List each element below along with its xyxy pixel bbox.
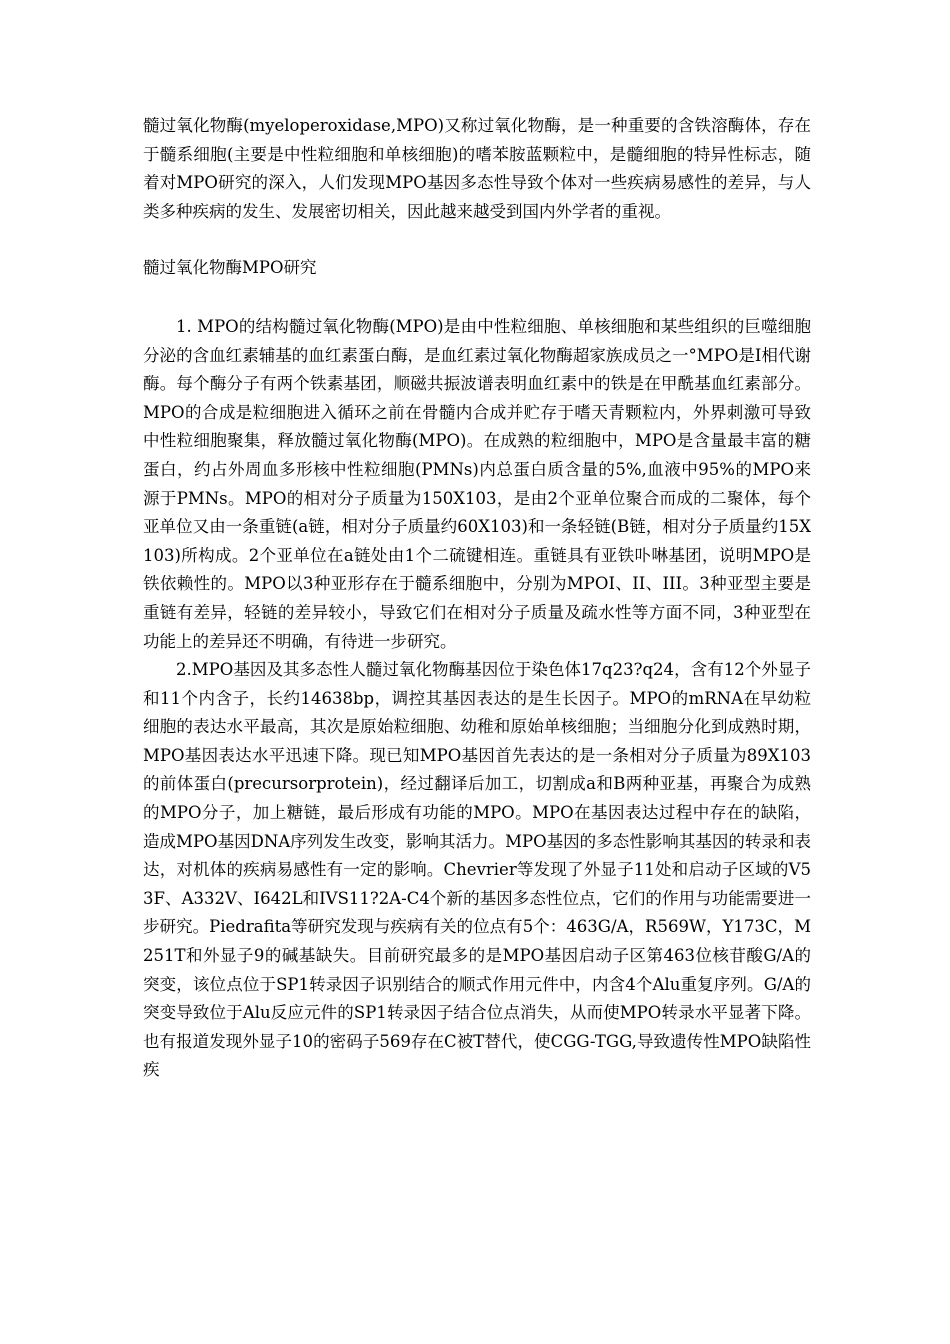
paragraph-mpo-gene-polymorphism: 2.MPO基因及其多态性人髓过氧化物酶基因位于染色体17q23?q24，含有12个外显子和11个内含子，长约14638bp，调控其基因表达的是生长因子。MPO的mRNA在早幼粒细胞的表达水平最高，其次是原始粒细胞、幼稚和原始单核细胞；当细胞分化到成熟时期，MPO基因表达水平迅速下降。现已知MPO基因首先表达的是一条相对分子质量为89X103的前体蛋白(precursorprotein)，经过翻译后加工，切割成a和B两种亚基，再聚合为成熟的MPO分子，加上糖链，最后形成有功能的MPO。MPO在基因表达过程中存在的缺陷，造成MPO基因DNA序列发生改变，影响其活力。MPO基因的多态性影响其基因的转录和表达，对机体的疾病易感性有一定的影响。Chevrier等发现了外显子11处和启动子区域的V53F、A332V、I642L和IVS11?2A-C4个新的基因多态性位点，它们的作用与功能需要进一步研究。Piedrafita等研究发现与疾病有关的位点有5个：463G/A，R569W，Y173C，M251T和外显子9的碱基缺失。目前研究最多的是MPO基因启动子区第463位核苷酸G/A的突变，该位点位于SP1转录因子识别结合的顺式作用元件中，内含4个Alu重复序列。G/A的突变导致位于Alu反应元件的SP1转录因子结合位点消失，从而使MPO转录水平显著下降。也有报道发现外显子10的密码子569存在C被T替代，使CGG-TGG,导致遗传性MPO缺陷性疾 [143, 660, 811, 1080]
intro-paragraph: 髓过氧化物酶(myeloperoxidase,MPO)又称过氧化物酶，是一种重要的含铁溶酶体，存在于髓系细胞(主要是中性粒细胞和单核细胞)的嗜苯胺蓝颗粒中，是髓细胞的特异性标志，随着对MPO研究的深入，人们发现MPO基因多态性导致个体对一些疾病易感性的差异，与人类多种疾病的发生、发展密切相关，因此越来越受到国内外学者的重视。 [143, 116, 811, 221]
paragraph-mpo-structure: 1. MPO的结构髓过氧化物酶(MPO)是由中性粒细胞、单核细胞和某些组织的巨噬细胞分泌的含血红素辅基的血红素蛋白酶，是血红素过氧化物酶超家族成员之一°MPO是Ⅰ相代谢酶。每个酶分子有两个铁素基团，顺磁共振波谱表明血红素中的铁是在甲酰基血红素部分。MPO的合成是粒细胞进入循环之前在骨髓内合成并贮存于嗜天青颗粒内，外界刺激可导致中性粒细胞聚集，释放髓过氧化物酶(MPO)。在成熟的粒细胞中，MPO是含量最丰富的糖蛋白，约占外周血多形核中性粒细胞(PMNs)内总蛋白质含量的5%,血液中95%的MPO来源于PMNs。MPO的相对分子质量为150X103，是由2个亚单位聚合而成的二聚体，每个亚单位又由一条重链(a链，相对分子质量约60X103)和一条轻链(B链，相对分子质量约15X103)所构成。2个亚单位在a链处由1个二硫键相连。重链具有亚铁卟啉基团，说明MPO是铁依赖性的。MPO以3种亚形存在于髓系细胞中，分别为MPOI、II、III。3种亚型主要是重链有差异，轻链的差异较小，导致它们在相对分子质量及疏水性等方面不同，3种亚型在功能上的差异还不明确，有待进一步研究。 [143, 316, 811, 651]
section-heading: 髓过氧化物酶MPO研究 [143, 258, 317, 278]
document-body [143, 112, 811, 1085]
